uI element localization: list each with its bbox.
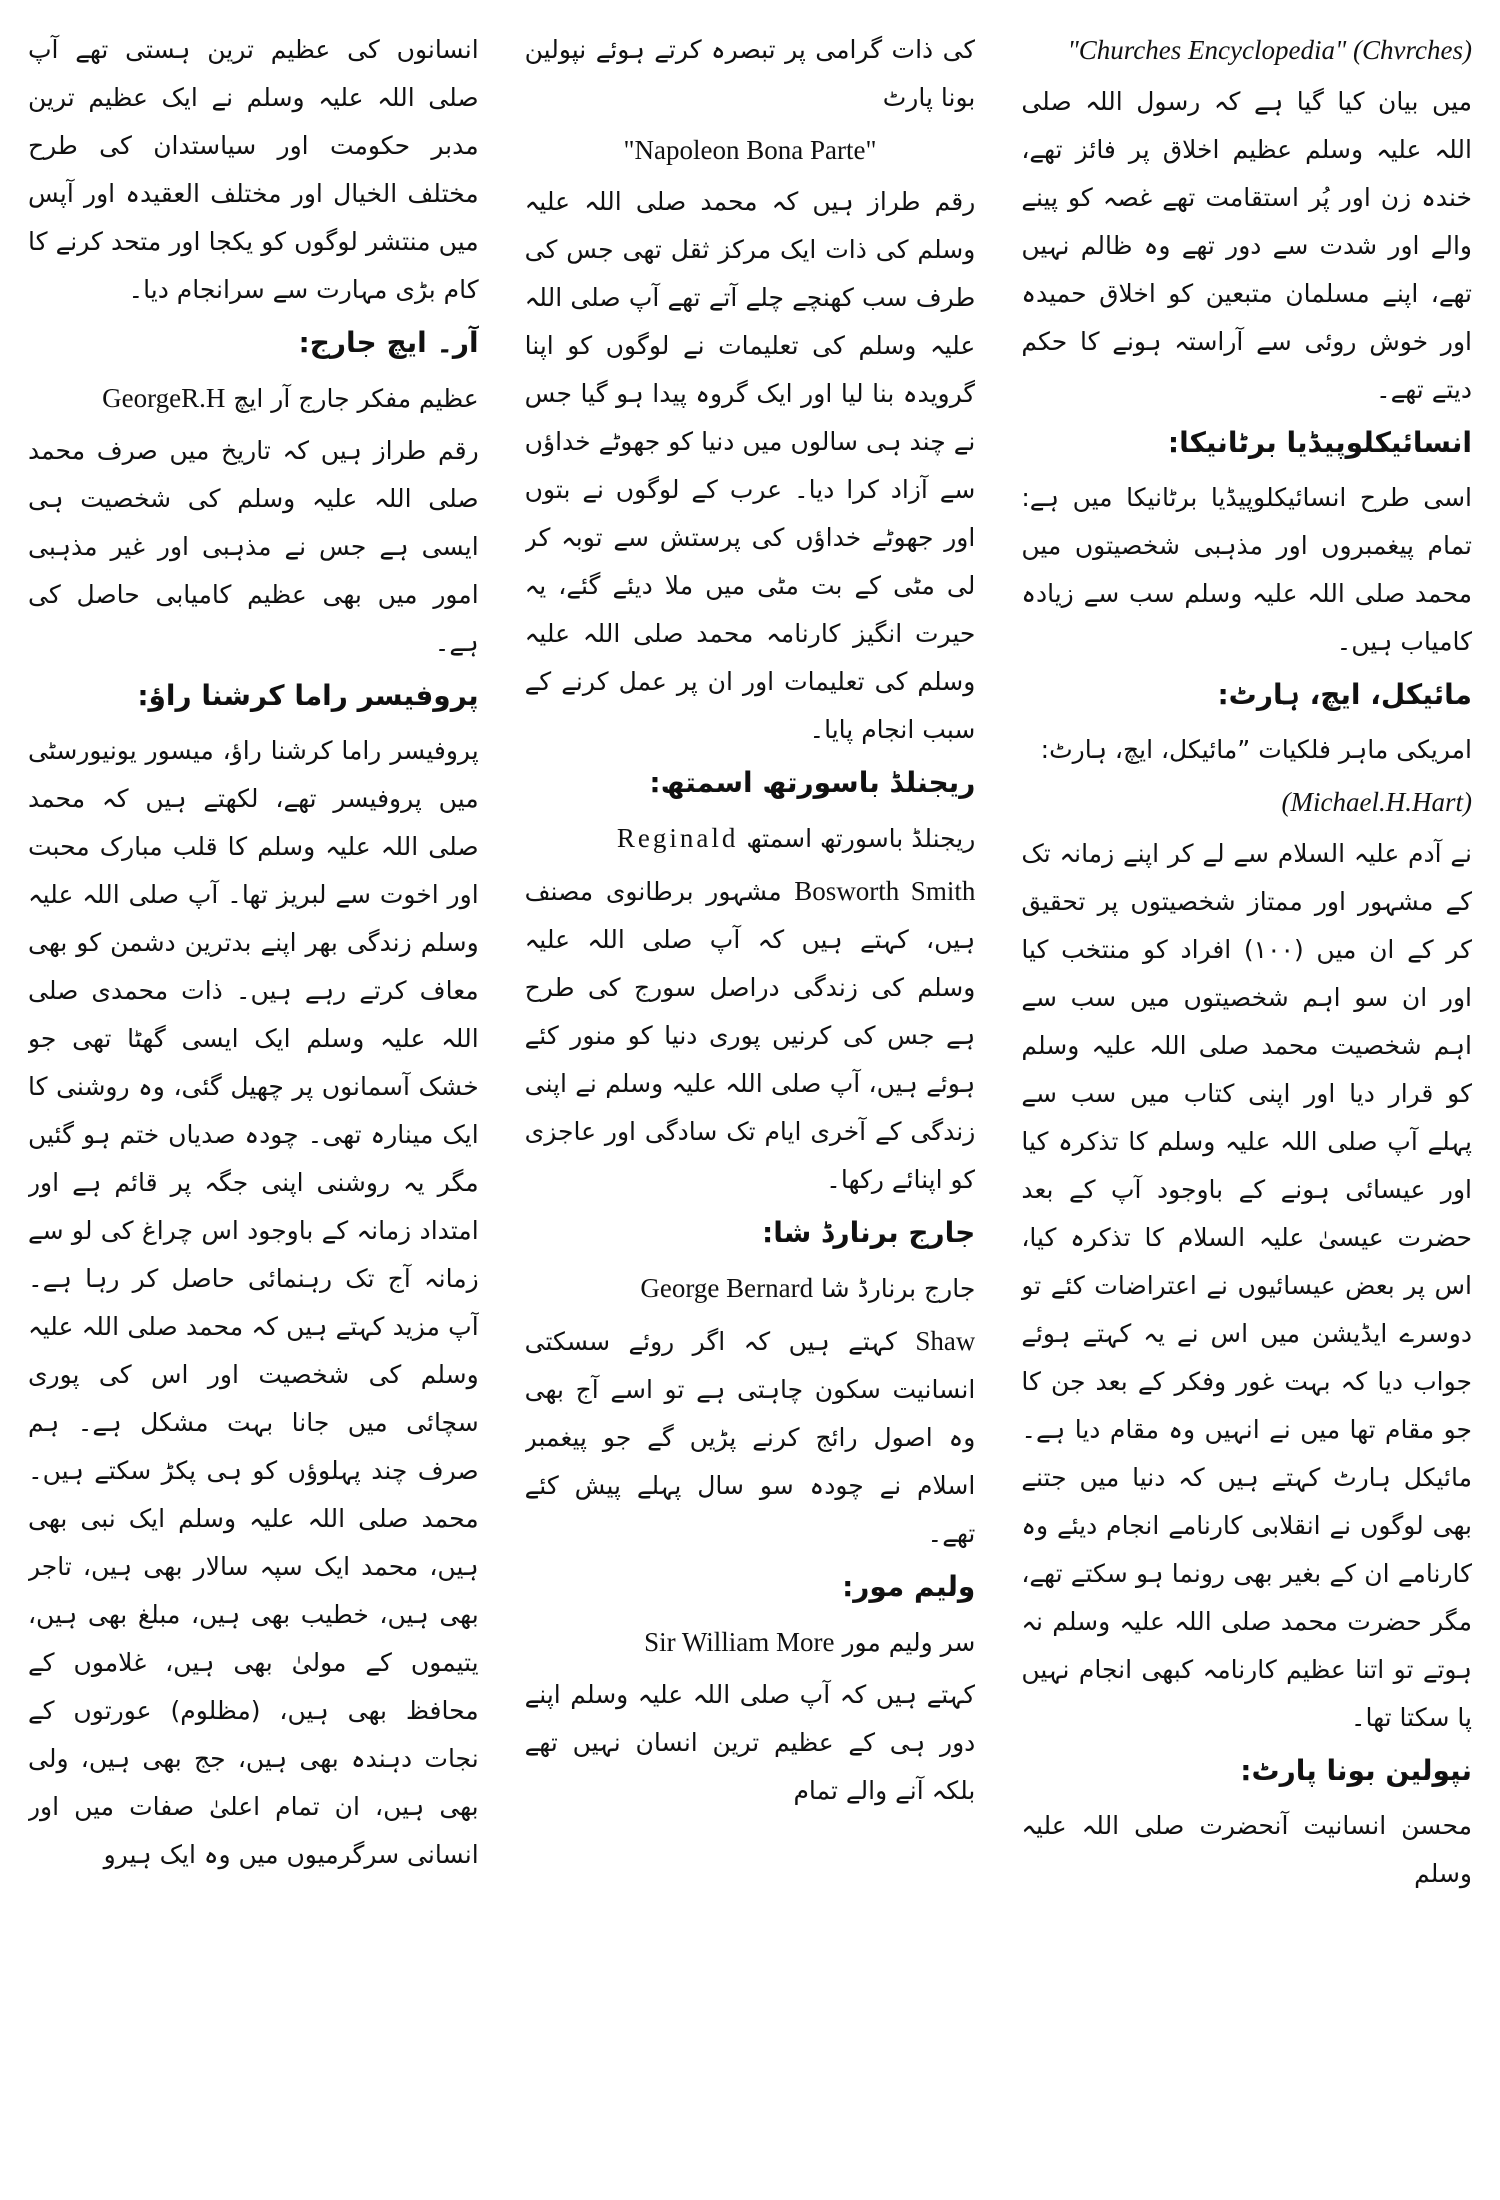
george-text-1 — [28, 374, 479, 423]
smith-urdu-name: ریجنلڈ باسورتھ اسمتھ — [746, 824, 976, 853]
heading-napoleon: نپولین بونا پارٹ: — [1240, 1754, 1472, 1787]
smith-text-2 — [525, 867, 976, 1204]
more-text-2: کہتے ہیں کہ آپ صلی اللہ علیہ وسلم اپنے دور ہی کے عظیم ترین انسان نہیں تھے بلکہ آنے والے تمام — [524, 1680, 976, 1805]
shaw-urdu-name: جارج برنارڈ شا — [821, 1274, 976, 1303]
churches-encyclopedia-title: "Churches Encyclopedia" (Chvrches) — [1067, 35, 1472, 65]
more-text-1 — [525, 1618, 976, 1667]
smith-english-name-2: Bosworth Smith — [794, 876, 976, 906]
heading-rama: پروفیسر راما کرشنا راؤ: — [137, 679, 479, 712]
heading-britannica: انسائیکلوپیڈیا برٹانیکا: — [1167, 426, 1472, 459]
heading-more: ولیم مور: — [842, 1570, 976, 1603]
napoleon-start-text: محسن انسانیت آنحضرت صلی اللہ علیہ وسلم — [1021, 1811, 1472, 1888]
heading-george: آر۔ ایچ جارج: — [298, 326, 479, 359]
heading-shaw: جارج برنارڈ شا: — [762, 1216, 976, 1249]
britannica-text: اسی طرح انسائیکلوپیڈیا برٹانیکا میں ہے: تمام پیغمبروں اور مذہبی شخصیتوں میں محمد صلی اللہ علیہ وسلم سب سے زیادہ کامیاب ہیں۔ — [1021, 483, 1472, 656]
napoleon-text-2: رقم طراز ہیں کہ محمد صلی اللہ علیہ وسلم کی ذات ایک مرکز ثقل تھی جس کی طرف سب کھنچے چلے آتے تھے آپ صلی اللہ علیہ وسلم کی تعلیمات نے لوگوں کو اپنا گرویدہ بنا لیا اور ایک گروہ پیدا ہو گیا جس نے چند ہی سالوں میں دنیا کو جھوٹے خداؤں سے آزاد کرا دیا۔ عرب کے لوگوں نے بتوں اور جھوٹے خداؤں کی پرستش سے توبہ کر لی مٹی کے بت مٹی میں ملا دیئے گئے، یہ حیرت انگیز کارنامہ محمد صلی اللہ علیہ وسلم کی تعلیمات اور ان پر عمل کرنے کے سبب انجام پایا۔ — [524, 187, 976, 744]
george-text-2: رقم طراز ہیں کہ تاریخ میں صرف محمد صلی اللہ علیہ وسلم کی شخصیت ہی ایسی ہے جس نے مذہبی اور غیر مذہبی امور میں بھی عظیم کامیابی حاصل کی ہے۔ — [27, 436, 479, 657]
smith-text-1 — [525, 814, 976, 863]
more-english-name: Sir William More — [644, 1627, 835, 1657]
hart-intro-text: امریکی ماہر فلکیات ”مائیکل، ایچ، ہارٹ: — [1040, 735, 1472, 764]
george-english-name: GeorgeR.H — [102, 383, 226, 413]
hart-text: نے آدم علیہ السلام سے لے کر اپنے زمانہ تک کے مشہور اور ممتاز شخصیتوں پر تحقیق کر کے ان میں (١٠٠) افراد کو منتخب کیا اور ان سو اہم شخصیتوں میں سب سے اہم شخصیت محمد صلی اللہ علیہ وسلم کو قرار دیا اور اپنی کتاب میں سب سے پہلے آپ صلی اللہ علیہ وسلم کا تذکرہ کیا اور عیسائی ہونے کے باوجود آپ کے بعد حضرت عیسیٰ علیہ السلام کا تذکرہ کیا، اس پر بعض عیسائیوں نے اعتراضات کئے تو دوسرے ایڈیشن میں اس نے یہ کہتے ہوئے جواب دیا کہ بہت غور وفکر کے بعد جن کا جو مقام تھا میں نے انہیں وہ مقام دیا ہے۔ مائیکل ہارٹ کہتے ہیں کہ دنیا میں جتنے بھی لوگوں نے انقلابی کارنامے انجام دیئے وہ کارنامے ان کے بغیر بھی رونما ہو سکتے تھے، مگر حضرت محمد صلی اللہ علیہ وسلم نہ ہوتے تو اتنا عظیم کارنامہ کبھی انجام نہیں پا سکتا تھا۔ — [1021, 839, 1472, 1732]
george-urdu-name: عظیم مفکر جارج آر ایچ — [233, 384, 479, 413]
heading-smith: ریجنلڈ باسورتھ اسمتھ: — [649, 766, 976, 799]
shaw-english-name-1: George Bernard — [640, 1273, 814, 1303]
napoleon-text-1: کی ذات گرامی پر تبصرہ کرتے ہوئے نپولین بونا پارٹ — [524, 35, 976, 112]
shaw-text-body: کہتے ہیں کہ اگر روئے سسکتی انسانیت سکون چاہتی ہے تو اسے آج بھی وہ اصول رائج کرنے پڑیں گے جو پیغمبر اسلام نے چودہ سو سال پہلے پیش کئے تھے۔ — [524, 1327, 976, 1548]
smith-english-name-1: Reginald — [616, 823, 739, 853]
churches-encyclopedia-text: میں بیان کیا گیا ہے کہ رسول اللہ صلی اللہ علیہ وسلم عظیم اخلاق پر فائز تھے، خندہ زن اور پُر استقامت تھے غصہ کو پینے والے اور شدت سے دور تھے وہ ظالم نہیں تھے، اپنے مسلمان متبعین کو اخلاق حمیدہ اور خوش روئی سے آراستہ ہونے کا حکم دیتے تھے۔ — [1021, 87, 1472, 404]
napoleon-english-name: "Napoleon Bona Parte" — [623, 135, 877, 165]
more-continued-text: انسانوں کی عظیم ترین ہستی تھے آپ صلی اللہ علیہ وسلم نے ایک عظیم ترین مدبر حکومت اور سیاستدان کی طرح مختلف الخیال اور مختلف العقیدہ اور آپس میں منتشر لوگوں کو یکجا اور متحد کرنے کا کام بڑی مہارت سے سرانجام دیا۔ — [27, 35, 479, 304]
hart-english-name: (Michael.H.Hart) — [1281, 787, 1472, 817]
column-middle — [525, 26, 976, 2180]
rama-text: پروفیسر راما کرشنا راؤ، میسور یونیورسٹی میں پروفیسر تھے، لکھتے ہیں کہ محمد صلی اللہ علیہ وسلم کا قلب مبارک محبت اور اخوت سے لبریز تھا۔ آپ صلی اللہ علیہ وسلم زندگی بھر اپنے بدترین دشمن کو بھی معاف کرتے رہے ہیں۔ ذات محمدی صلی اللہ علیہ وسلم ایک ایسی گھٹا تھی جو خشک آسمانوں پر چھیل گئی، وہ روشنی کا ایک مینارہ تھی۔ چودہ صدیاں ختم ہو گئیں مگر یہ روشنی اپنی جگہ پر قائم ہے اور امتداد زمانہ کے باوجود اس چراغ کی لو سے زمانہ آج تک رہنمائی حاصل کر رہا ہے۔ آپ مزید کہتے ہیں کہ محمد صلی اللہ علیہ وسلم کی شخصیت اور اس کی پوری سچائی میں جانا بہت مشکل ہے۔ ہم صرف چند پہلوؤں کو ہی پکڑ سکتے ہیں۔ محمد صلی اللہ علیہ وسلم ایک نبی بھی ہیں، محمد ایک سپہ سالار بھی ہیں، تاجر بھی ہیں، خطیب بھی ہیں، مبلغ بھی ہیں، یتیموں کے مولیٰ بھی ہیں، غلاموں کے محافظ بھی ہیں، (مظلوم) عورتوں کے نجات دہندہ بھی ہیں، جج بھی ہیں، ولی بھی ہیں، ان تمام اعلیٰ صفات میں اور انسانی سرگرمیوں میں وہ ایک ہیرو — [27, 736, 479, 1869]
shaw-text-1 — [525, 1264, 976, 1313]
more-urdu-name: سر ولیم مور — [842, 1628, 976, 1657]
smith-text-body: مشہور برطانوی مصنف ہیں، کہتے ہیں کہ آپ صلی اللہ علیہ وسلم کی زندگی دراصل سورج کی طرح ہے جس کی کرنیں پوری دنیا کو منور کئے ہوئے ہیں، آپ صلی اللہ علیہ وسلم نے اپنی زندگی کے آخری ایام تک سادگی اور عاجزی کو اپنائے رکھا۔ — [524, 877, 976, 1194]
column-left — [28, 26, 479, 2180]
shaw-english-name-2: Shaw — [915, 1326, 976, 1356]
shaw-text-2 — [525, 1317, 976, 1558]
heading-hart: مائیکل، ایچ، ہارٹ: — [1217, 678, 1472, 711]
column-right — [1021, 26, 1472, 2180]
